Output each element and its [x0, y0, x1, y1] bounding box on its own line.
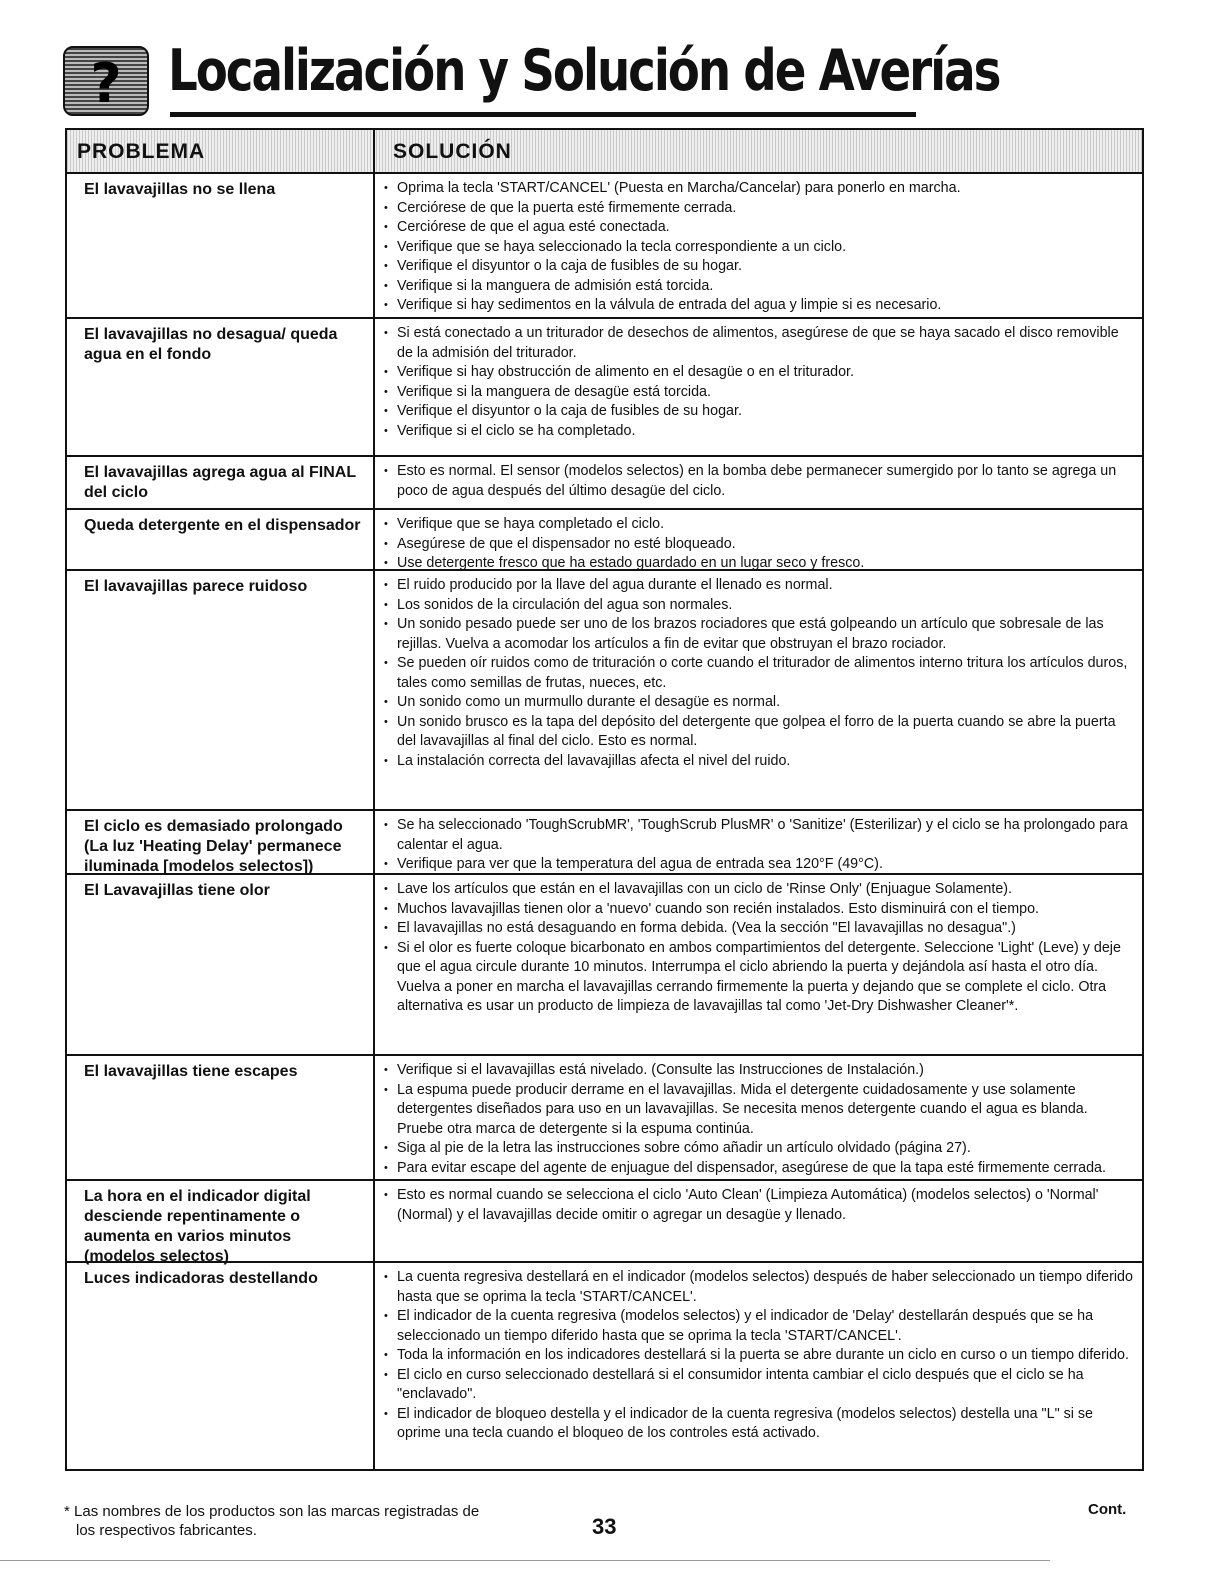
- solution-cell: [375, 1263, 1142, 1469]
- bottom-divider: [0, 1560, 1050, 1561]
- solution-cell: [375, 1181, 1142, 1261]
- solution-cell: [375, 1056, 1142, 1179]
- solution-item: • Un sonido pesado puede ser uno de los brazos rociadores que está golpeando un artículo que sobresale de las rejillas. Vuelva a acomodar los artículos a fin de evitar que obstruyan el brazo rociador.: [383, 615, 1136, 654]
- problem-cell: Queda detergente en el dispensador: [67, 510, 375, 569]
- solution-item: • Use detergente fresco que ha estado guardado en un lugar seco y fresco.: [383, 554, 1136, 574]
- solution-item: • Verifique si la manguera de desagüe está torcida.: [383, 383, 1136, 403]
- solution-item: • Muchos lavavajillas tienen olor a 'nuevo' cuando son recién instalados. Esto disminuirá con el tiempo.: [383, 900, 1136, 920]
- solution-cell: [375, 571, 1142, 809]
- problem-cell: La hora en el indicador digital desciende repentinamente o aumenta en varios minutos (modelos selectos): [67, 1181, 375, 1261]
- solution-item: • El ruido producido por la llave del agua durante el llenado es normal.: [383, 576, 1136, 596]
- solution-item: • Para evitar escape del agente de enjuague del dispensador, asegúrese de que la tapa esté firmemente cerrada.: [383, 1159, 1136, 1179]
- solution-list: [383, 576, 1136, 771]
- solution-list: [383, 179, 1136, 316]
- solution-item: • Verifique si el lavavajillas está nivelado. (Consulte las Instrucciones de Instalación.): [383, 1061, 1136, 1081]
- solution-list: [383, 462, 1136, 501]
- problem-cell: El lavavajillas tiene escapes: [67, 1056, 375, 1179]
- solution-item: • Verifique si hay obstrucción de alimento en el desagüe o en el triturador.: [383, 363, 1136, 383]
- solution-item: • Un sonido brusco es la tapa del depósito del detergente que golpea el forro de la puerta cuando se abre la puerta del lavavajillas al final del ciclo. Esto es normal.: [383, 713, 1136, 752]
- table-row: [67, 174, 1142, 319]
- table-row: [67, 1056, 1142, 1181]
- solution-item: • Se pueden oír ruidos como de trituración o corte cuando el triturador de alimentos interno tritura los artículos duros, tales como semillas de frutas, nueces, etc.: [383, 654, 1136, 693]
- problem-cell: El lavavajillas agrega agua al FINAL del ciclo: [67, 457, 375, 508]
- footnote-line: * Las nombres de los productos son las marcas registradas de: [64, 1503, 480, 1520]
- table-body: [67, 174, 1142, 1469]
- footnote: [64, 1502, 479, 1540]
- table-row: [67, 875, 1142, 1056]
- solution-list: [383, 324, 1136, 441]
- solution-cell: [375, 875, 1142, 1054]
- solution-cell: [375, 174, 1142, 317]
- solution-column-header: SOLUCIÓN: [393, 140, 512, 163]
- solution-item: • Verifique si hay sedimentos en la válvula de entrada del agua y limpie si es necesario.: [383, 296, 1136, 316]
- solution-item: • El ciclo en curso seleccionado destellará si el consumidor intenta cambiar el ciclo después que el ciclo se ha "enclavado".: [383, 1366, 1136, 1405]
- solution-item: • La cuenta regresiva destellará en el indicador (modelos selectos) después de haber seleccionado un tiempo diferido hasta que se oprima la tecla 'START/CANCEL'.: [383, 1268, 1136, 1307]
- solution-item: • Lave los artículos que están en el lavavajillas con un ciclo de 'Rinse Only' (Enjuague Solamente).: [383, 880, 1136, 900]
- solution-item: • El indicador de la cuenta regresiva (modelos selectos) y el indicador de 'Delay' destellarán después que se ha seleccionado un tiempo diferido hasta que se oprima la tecla 'START/CANCEL'.: [383, 1307, 1136, 1346]
- solution-item: • Verifique el disyuntor o la caja de fusibles de su hogar.: [383, 402, 1136, 422]
- solution-item: • Esto es normal cuando se selecciona el ciclo 'Auto Clean' (Limpieza Automática) (modelos selectos) o 'Normal' (Normal) y el lavavajillas decide omitir o agregar un desagüe y llenado.: [383, 1186, 1136, 1225]
- table-row: [67, 1181, 1142, 1263]
- solution-cell: [375, 319, 1142, 455]
- problem-cell: El ciclo es demasiado prolongado (La luz 'Heating Delay' permanece iluminada [modelos selectos]): [67, 811, 375, 873]
- solution-item: • El lavavajillas no está desaguando en forma debida. (Vea la sección "El lavavajillas no desagua".): [383, 919, 1136, 939]
- solution-item: • Los sonidos de la circulación del agua son normales.: [383, 596, 1136, 616]
- solution-item: • La instalación correcta del lavavajillas afecta el nivel del ruido.: [383, 752, 1136, 772]
- table-row: [67, 319, 1142, 457]
- solution-item: • Cerciórese de que el agua esté conectada.: [383, 218, 1136, 238]
- table-row: [67, 510, 1142, 571]
- solution-cell: [375, 510, 1142, 569]
- problem-cell: El lavavajillas parece ruidoso: [67, 571, 375, 809]
- solution-item: • Un sonido como un murmullo durante el desagüe es normal.: [383, 693, 1136, 713]
- table-row: [67, 1263, 1142, 1469]
- solution-item: • Esto es normal. El sensor (modelos selectos) en la bomba debe permanecer sumergido por lo tanto se agrega un poco de agua después del último desagüe del ciclo.: [383, 462, 1136, 501]
- solution-item: • Siga al pie de la letra las instrucciones sobre cómo añadir un artículo olvidado (página 27).: [383, 1139, 1136, 1159]
- page-header: [63, 38, 1000, 118]
- solution-item: • Verifique si el ciclo se ha completado.: [383, 422, 1136, 442]
- solution-item: • Toda la información en los indicadores destellará si la puerta se abre durante un ciclo en curso o un tiempo diferido.: [383, 1346, 1136, 1366]
- problem-cell: Luces indicadoras destellando: [67, 1263, 375, 1469]
- solution-list: [383, 1186, 1136, 1225]
- footnote-line: los respectivos fabricantes.: [76, 1522, 257, 1539]
- problem-cell: El Lavavajillas tiene olor: [67, 875, 375, 1054]
- solution-item: • Asegúrese de que el dispensador no esté bloqueado.: [383, 535, 1136, 555]
- solution-list: [383, 1268, 1136, 1444]
- problem-cell: El lavavajillas no desagua/ queda agua en el fondo: [67, 319, 375, 455]
- solution-cell: [375, 811, 1142, 873]
- solution-item: • Verifique que se haya seleccionado la tecla correspondiente a un ciclo.: [383, 238, 1136, 258]
- solution-item: • Verifique que se haya completado el ciclo.: [383, 515, 1136, 535]
- page-number: 33: [592, 1514, 617, 1539]
- solution-item: • El indicador de bloqueo destella y el indicador de la cuenta regresiva (modelos selectos) destella una "L" si se oprime una tecla cuando el bloqueo de los controles está activado.: [383, 1405, 1136, 1444]
- continued-label: Cont.: [1088, 1501, 1127, 1518]
- solution-item: • Verifique el disyuntor o la caja de fusibles de su hogar.: [383, 257, 1136, 277]
- troubleshooting-table: [65, 128, 1144, 1471]
- solution-list: [383, 515, 1136, 574]
- table-row: [67, 457, 1142, 510]
- table-row: [67, 571, 1142, 811]
- page-title: Localización y Solución de Averías: [168, 38, 1000, 104]
- table-row: [67, 811, 1142, 875]
- solution-item: • Verifique para ver que la temperatura del agua de entrada sea 120°F (49°C).: [383, 855, 1136, 875]
- solution-item: • La espuma puede producir derrame en el lavavajillas. Mida el detergente cuidadosamente y use solamente detergentes diseñados para uso en un lavavajillas. Se necesita menos detergente cuando el agua es blanda. Pruebe otra marca de detergente si la espuma continúa.: [383, 1081, 1136, 1140]
- problem-cell: El lavavajillas no se llena: [67, 174, 375, 317]
- solution-cell: [375, 457, 1142, 508]
- solution-item: • Verifique si la manguera de admisión está torcida.: [383, 277, 1136, 297]
- question-mark-icon: ?: [63, 46, 149, 116]
- table-header: [67, 130, 1142, 174]
- solution-list: [383, 1061, 1136, 1178]
- solution-item: • Se ha seleccionado 'ToughScrubMR', 'ToughScrub PlusMR' o 'Sanitize' (Esterilizar) y el ciclo se ha prolongado para calentar el agua.: [383, 816, 1136, 855]
- solution-item: • Oprima la tecla 'START/CANCEL' (Puesta en Marcha/Cancelar) para ponerlo en marcha.: [383, 179, 1136, 199]
- title-underline: [170, 112, 916, 117]
- solution-list: [383, 880, 1136, 1017]
- solution-item: • Si el olor es fuerte coloque bicarbonato en ambos compartimientos del detergente. Seleccione 'Light' (Leve) y deje que el agua circule durante 10 minutos. Interrumpa el ciclo abriendo la puerta y dejándola así hasta el otro día. Vuelva a poner en marcha el lavavajillas cerrando firmemente la puerta y dejando que se complete el ciclo. Otra alternativa es usar un producto de limpieza de lavavajillas tal como 'Jet-Dry Dishwasher Cleaner'*.: [383, 939, 1136, 1017]
- solution-list: [383, 816, 1136, 875]
- solution-item: • Cerciórese de que la puerta esté firmemente cerrada.: [383, 199, 1136, 219]
- solution-item: • Si está conectado a un triturador de desechos de alimentos, asegúrese de que se haya sacado el disco removible de la admisión del triturador.: [383, 324, 1136, 363]
- problem-column-header: PROBLEMA: [67, 130, 375, 172]
